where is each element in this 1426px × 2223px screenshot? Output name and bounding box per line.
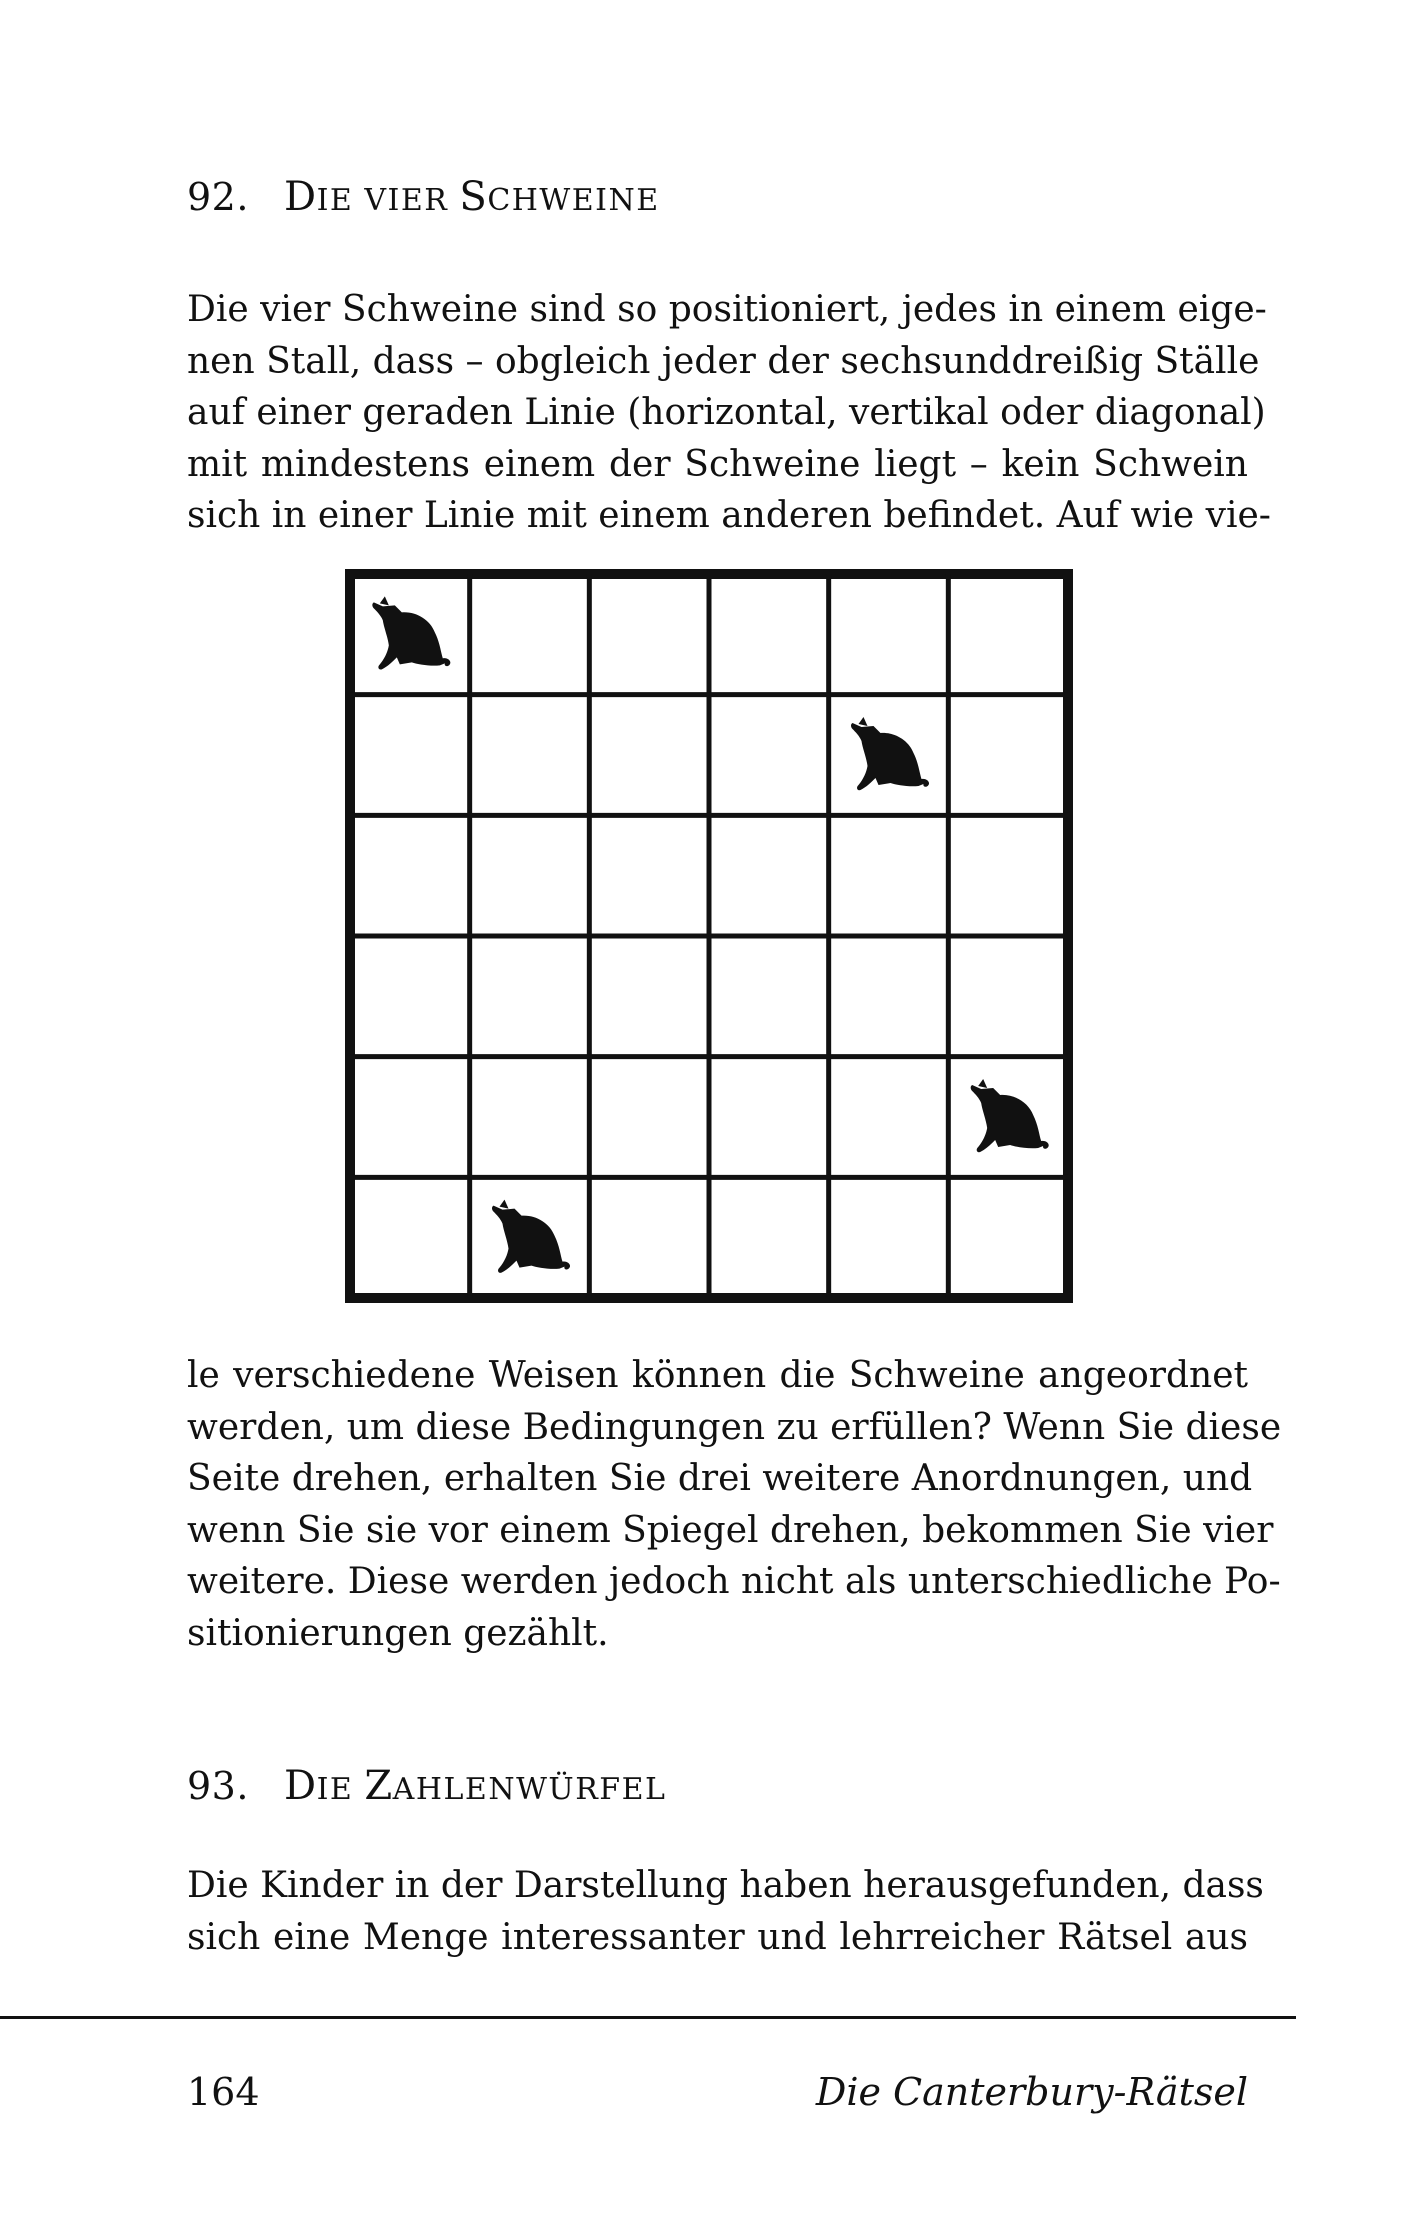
pig-ear (500, 1200, 509, 1209)
text-line: le verschiedene Weisen können die Schweine angeordnet (187, 1355, 1248, 1396)
pig-silhouette (971, 1085, 1049, 1152)
text-line: sitionierungen gezählt. (187, 1612, 609, 1654)
text-line: wenn Sie sie vor einem Spiegel drehen, bekommen Sie vier (187, 1509, 1274, 1551)
title-segment: Z (364, 1763, 393, 1809)
text-line: auf einer geraden Linie (horizontal, vertikal oder diagonal) (187, 392, 1266, 433)
pig-icon (492, 1200, 570, 1273)
pig-silhouette (372, 602, 450, 669)
text-line: werden, um diese Bedingungen zu erfüllen? Wenn Sie diese (187, 1406, 1282, 1448)
pig-grid-figure (344, 568, 1074, 1304)
footer-rule (0, 2016, 1296, 2019)
pig-icon (372, 596, 450, 669)
puzzle-text-part-2 (187, 1350, 1282, 1659)
pig-ear (380, 596, 389, 605)
running-title: Die Canterbury-Rätsel (815, 2070, 1248, 2114)
section-heading-93 (187, 1763, 666, 1809)
text-line: Die Kinder in der Darstellung haben herausgefunden, dass (187, 1865, 1264, 1906)
text-line: weitere. Diese werden jedoch nicht als unterschiedliche Po- (187, 1561, 1281, 1602)
text-line: nen Stall, dass – obgleich jeder der sechsunddreißig Ställe (187, 340, 1260, 382)
title-segment: AHLENWÜRFEL (392, 1772, 667, 1807)
page-number: 164 (187, 2070, 260, 2114)
section-title (284, 1764, 666, 1808)
title-segment: IE (316, 1772, 365, 1807)
pig-silhouette (492, 1206, 570, 1273)
title-segment: IE VIER (316, 183, 460, 218)
section-heading-92 (187, 174, 660, 220)
section-number: 93. (187, 1764, 249, 1808)
text-line: Die vier Schweine sind so positioniert, jedes in einem eige- (187, 289, 1267, 330)
section-title (284, 175, 660, 219)
pig-ear (978, 1079, 987, 1088)
text-line: Seite drehen, erhalten Sie drei weitere Anordnungen, und (187, 1458, 1253, 1499)
pig-icon (851, 717, 929, 790)
title-segment: CHWEINE (487, 183, 660, 218)
title-segment: D (284, 1763, 317, 1809)
puzzle-text-part-1 (187, 284, 1271, 542)
title-segment: S (459, 174, 488, 220)
title-segment: D (284, 174, 317, 220)
text-line: mit mindestens einem der Schweine liegt – kein Schwein (187, 443, 1248, 485)
puzzle-text-93 (187, 1860, 1264, 1963)
text-line: sich eine Menge interessanter und lehrreicher Rätsel aus (187, 1916, 1248, 1958)
section-number: 92. (187, 175, 249, 219)
pig-icon (971, 1079, 1049, 1152)
text-line: sich in einer Linie mit einem anderen befindet. Auf wie vie- (187, 495, 1271, 536)
pig-silhouette (851, 723, 929, 790)
pig-ear (859, 717, 868, 726)
